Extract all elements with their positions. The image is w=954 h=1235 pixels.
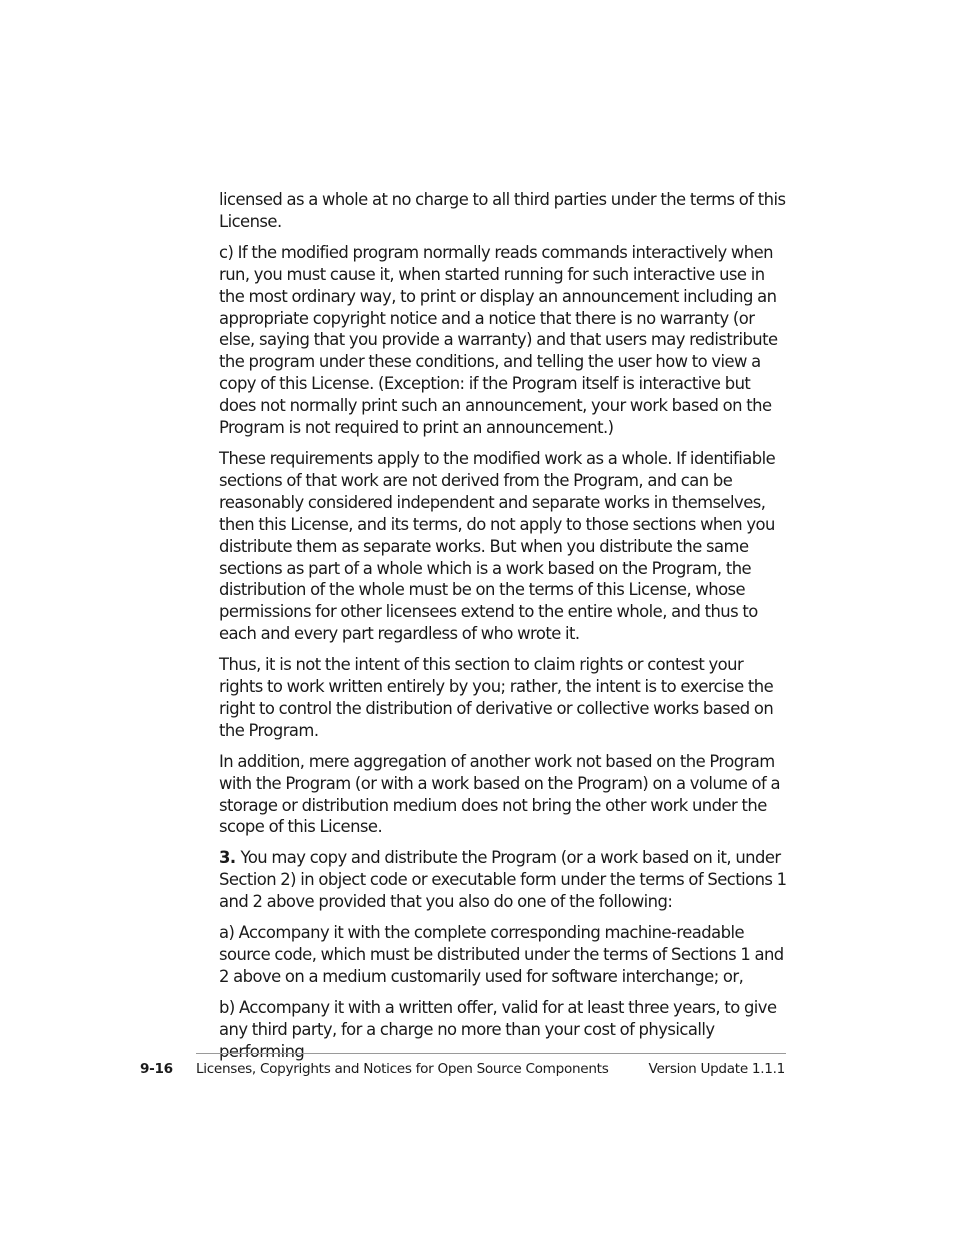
list-item: a) Accompany it with the complete corresponding machine-readable source code, which must be distributed under the terms of Sections 1 and 2 above on a medium customarily used for software interchange; or, bbox=[219, 923, 784, 986]
page-number: 9-16 bbox=[140, 1061, 173, 1077]
footer-version: Version Update 1.1.1 bbox=[648, 1061, 785, 1077]
section-text: You may copy and distribute the Program (or a work based on it, under Section 2) in object code or executable form under the terms of Sections 1 and 2 above provided that you also do one of the following: bbox=[219, 848, 787, 912]
list-item: b) Accompany it with a written offer, valid for at least three years, to give any third party, for a charge no more than your cost of physically performing bbox=[219, 997, 777, 1061]
footer-title: Licenses, Copyrights and Notices for Open Source Components bbox=[196, 1061, 609, 1077]
document-body bbox=[219, 189, 787, 1072]
paragraph: Thus, it is not the intent of this section to claim rights or contest your rights to work written entirely by you; rather, the intent is to exercise the right to control the distribution of derivative or collective works based on the Program. bbox=[219, 655, 774, 740]
paragraph: These requirements apply to the modified work as a whole. If identifiable sections of that work are not derived from the Program, and can be reasonably considered independent and separate works in themselves, then this License, and its terms, do not apply to those sections when you distribute them as separate works. But when you distribute the same sections as part of a whole which is a work based on the Program, the distribution of the whole must be on the terms of this License, whose permissions for other licensees extend to the entire whole, and thus to each and every part regardless of who wrote it. bbox=[219, 448, 776, 644]
paragraph: In addition, mere aggregation of another work not based on the Program with the Program (or with a work based on the Program) on a volume of a storage or distribution medium does not bring the other work under the scope of this License. bbox=[219, 751, 780, 837]
footer-divider bbox=[196, 1053, 786, 1054]
paragraph: licensed as a whole at no charge to all third parties under the terms of this License. bbox=[219, 190, 786, 231]
section-3-paragraph bbox=[219, 847, 787, 913]
section-number: 3. bbox=[219, 848, 236, 868]
paragraph: c) If the modified program normally reads commands interactively when run, you must cause it, when started running for such interactive use in the most ordinary way, to print or display an announcement including an appropriate copyright notice and a notice that there is no warranty (or else, saying that you provide a warranty) and that users may redistribute the program under these conditions, and telling the user how to view a copy of this License. (Exception: if the Program itself is interactive but does not normally print such an announcement, your work based on the Program is not required to print an announcement.) bbox=[219, 242, 778, 438]
